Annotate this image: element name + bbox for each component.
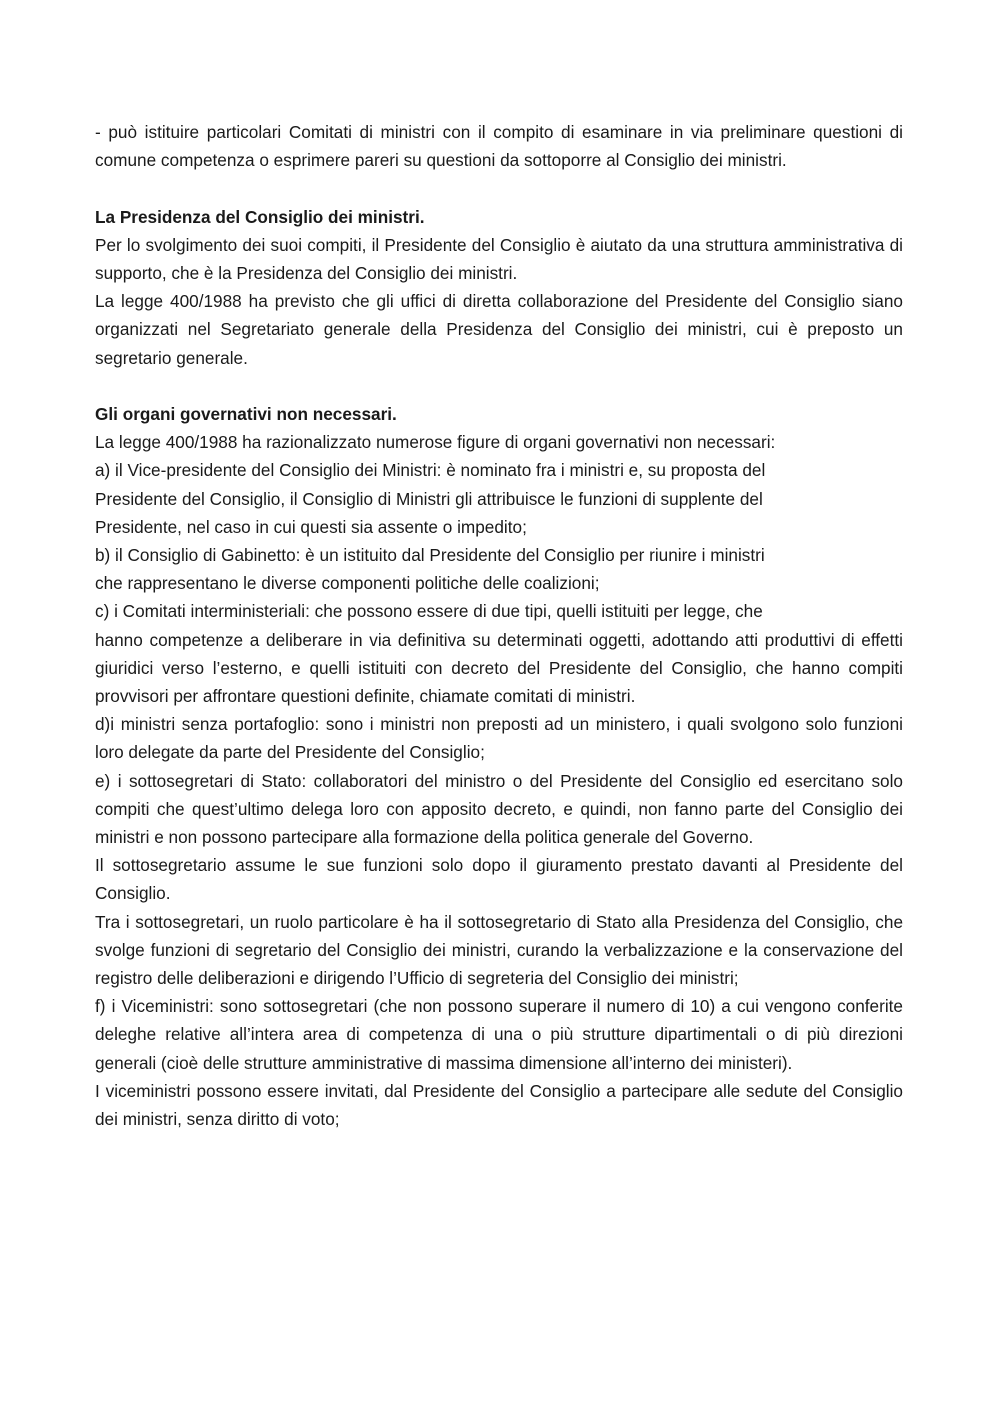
document-page xyxy=(95,118,903,1133)
list-item-c-line2: hanno competenze a deliberare in via definitiva su determinati oggetti, adottando atti produttivi di effetti giuridici verso l’esterno, e quelli istituiti con decreto del Presidente del Consiglio, che hanno compiti provvisori per affrontare questioni definite, chiamate comitati di ministri. xyxy=(95,629,903,707)
paragraph-spacer xyxy=(95,174,903,202)
list-item-b-line2: che rappresentano le diverse componenti politiche delle coalizioni; xyxy=(95,573,600,594)
paragraph-comitati: - può istituire particolari Comitati di ministri con il compito di esaminare in via preliminare questioni di comune competenza o esprimere pareri su questioni da sottoporre al Consiglio dei ministri. xyxy=(95,122,903,171)
list-item-d: d)i ministri senza portafoglio: sono i ministri non preposti ad un ministero, i quali svolgono solo funzioni loro delegate da parte del Presidente del Consiglio; xyxy=(95,714,903,763)
section-heading-presidenza: La Presidenza del Consiglio dei ministri. xyxy=(95,206,425,227)
paragraph-giuramento: Il sottosegretario assume le sue funzioni solo dopo il giuramento prestato davanti al Presidente del Consiglio. xyxy=(95,855,903,904)
list-item-c-line1: c) i Comitati interministeriali: che possono essere di due tipi, quelli istituiti per legge, che xyxy=(95,601,763,622)
paragraph-sottosegretario: Tra i sottosegretari, un ruolo particolare è ha il sottosegretario di Stato alla Presidenza del Consiglio, che svolge funzioni di segretario del Consiglio dei ministri, curando la verbalizzazione e la conservazione del registro delle deliberazioni e dirigendo l’Ufficio di segreteria del Consiglio dei ministri; xyxy=(95,911,903,989)
paragraph-viceministri: I viceministri possono essere invitati, dal Presidente del Consiglio a partecipare alle sedute del Consiglio dei ministri, senza diritto di voto; xyxy=(95,1080,903,1130)
list-item-a-line3: Presidente, nel caso in cui questi sia assente o impedito; xyxy=(95,516,527,537)
paragraph-struttura: Per lo svolgimento dei suoi compiti, il Presidente del Consiglio è aiutato da una struttura amministrativa di supporto, che è la Presidenza del Consiglio dei ministri. xyxy=(95,234,903,283)
list-item-b-line1: b) il Consiglio di Gabinetto: è un istituito dal Presidente del Consiglio per riunire i ministri xyxy=(95,545,765,566)
paragraph-segretariato: La legge 400/1988 ha previsto che gli uffici di diretta collaborazione del Presidente del Consiglio siano organizzati nel Segretariato generale della Presidenza del Consiglio dei ministri, cui è preposto un segretario generale. xyxy=(95,291,903,368)
list-item-a-line1: a) il Vice-presidente del Consiglio dei Ministri: è nominato fra i ministri e, su proposta del xyxy=(95,460,766,481)
section-heading-organi: Gli organi governativi non necessari. xyxy=(95,404,397,424)
list-item-a-line2: Presidente del Consiglio, il Consiglio di Ministri gli attribuisce le funzioni di supplente del xyxy=(95,488,763,509)
paragraph-spacer xyxy=(95,372,903,400)
list-item-f: f) i Viceministri: sono sottosegretari (che non possono superare il numero di 10) a cui vengono conferite deleghe relative all’intera area di competenza di una o più strutture dipartimentali o di più direzioni generali (cioè delle strutture amministrative di massima dimensione all’interno dei ministeri). xyxy=(95,996,903,1073)
paragraph-legge: La legge 400/1988 ha razionalizzato numerose figure di organi governativi non necessari: xyxy=(95,432,776,453)
list-item-e: e) i sottosegretari di Stato: collaboratori del ministro o del Presidente del Consiglio ed esercitano solo compiti che quest’ultimo delega loro con apposito decreto, e quindi, non fanno parte del Consiglio dei ministri e non possono partecipare alla formazione della politica generale del Governo. xyxy=(95,770,903,848)
